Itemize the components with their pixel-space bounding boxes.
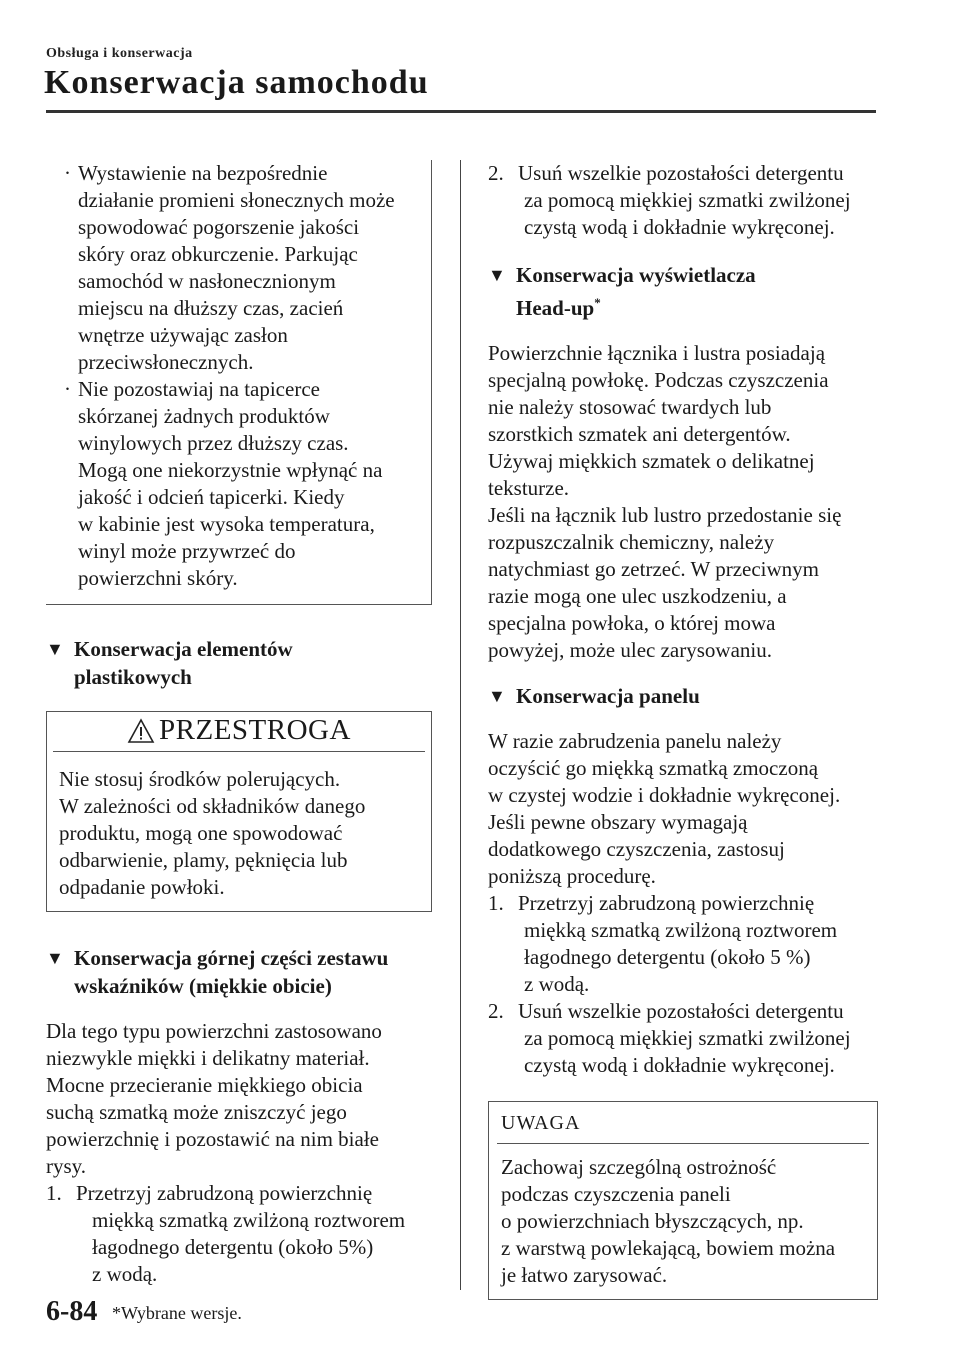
text-line: suchą szmatką może zniszczyć jego: [46, 1100, 347, 1124]
left-column: [46, 160, 432, 1288]
text-line: niezwykle miękki i delikatny materiał.: [46, 1046, 370, 1070]
bullet-item: [60, 376, 417, 592]
head-up-paragraph: [488, 340, 878, 664]
triangle-down-icon: ▼: [46, 948, 64, 968]
text-line: Usuń wszelkie pozostałości detergentu: [518, 999, 844, 1023]
optional-marker: *: [594, 295, 601, 310]
text-line: W zależności od składników danego: [59, 794, 366, 818]
text-line: spowodować pogorszenie jakości: [78, 215, 360, 239]
text-line: skórzanej żadnych produktów: [78, 404, 330, 428]
text-line: Przetrzyj zabrudzoną powierzchnię: [76, 1181, 373, 1205]
page-title: Konserwacja samochodu: [44, 64, 429, 101]
heading-line: wskaźników (miękkie obicie): [74, 974, 332, 998]
text-line: Jeśli na łącznik lub lustro przedostanie się: [488, 503, 842, 527]
text-line: za pomocą miękkiej szmatki zwilżonej: [524, 188, 851, 212]
text-line: odpadanie powłoki.: [59, 875, 225, 899]
text-line: z wodą.: [524, 972, 590, 996]
text-line: działanie promieni słonecznych może: [78, 188, 395, 212]
section-label: Obsługa i konserwacja: [46, 46, 193, 61]
text-line: podczas czyszczenia paneli: [501, 1182, 731, 1206]
text-line: powyżej, może ulec zarysowaniu.: [488, 638, 772, 662]
heading-line: Konserwacja elementów: [74, 637, 293, 661]
heading-soft-trim: [46, 944, 432, 1000]
text-line: nie należy stosować twardych lub: [488, 395, 772, 419]
text-line: Mogą one niekorzystnie wpłynąć na: [78, 458, 383, 482]
list-number: 2.: [488, 999, 504, 1023]
text-line: Powierzchnie łącznika i lustra posiadają: [488, 341, 826, 365]
text-line: miękką szmatką zwilżoną roztworem: [524, 918, 838, 942]
note-box: [488, 1101, 878, 1300]
triangle-down-icon: ▼: [46, 639, 64, 659]
heading-text: Head-up: [516, 296, 595, 320]
text-line: w czystej wodzie i dokładnie wykręconej.: [488, 783, 841, 807]
text-line: winyl może przywrzeć do: [78, 539, 296, 563]
text-line: czystą wodą i dokładnie wykręconej.: [524, 1053, 835, 1077]
text-line: odbarwienie, plamy, pęknięcia lub: [59, 848, 348, 872]
text-line: specjalną powłokę. Podczas czyszczenia: [488, 368, 829, 392]
triangle-down-icon: ▼: [488, 686, 506, 706]
text-line: Przetrzyj zabrudzoną powierzchnię: [518, 891, 815, 915]
heading-line: Konserwacja wyświetlacza: [516, 263, 756, 287]
text-line: oczyścić go miękką szmatką zmoczoną: [488, 756, 819, 780]
panel-paragraph: [488, 728, 878, 890]
text-line: Dla tego typu powierzchni zastosowano: [46, 1019, 382, 1043]
caution-body: [47, 752, 431, 911]
list-number: 1.: [46, 1181, 62, 1205]
text-line: poniższą procedurę.: [488, 864, 656, 888]
text-line: teksturze.: [488, 476, 570, 500]
list-item: [488, 160, 878, 241]
text-line: przeciwsłonecznych.: [78, 350, 254, 374]
warning-icon: [127, 718, 155, 744]
heading-line: plastikowych: [74, 665, 192, 689]
list-number: 2.: [488, 161, 504, 185]
column-divider: [460, 160, 461, 1290]
text-line: rozpuszczalnik chemiczny, należy: [488, 530, 775, 554]
heading-line: [516, 289, 878, 322]
text-line: samochód w nasłonecznionym: [78, 269, 336, 293]
heading-line: Konserwacja panelu: [516, 684, 700, 708]
heading-plastic: [46, 635, 432, 691]
text-line: Mocne przecieranie miękkiego obicia: [46, 1073, 363, 1097]
text-line: łagodnego detergentu (około 5%): [92, 1235, 374, 1259]
text-line: powierzchni skóry.: [78, 566, 238, 590]
text-line: dodatkowego czyszczenia, zastosuj: [488, 837, 785, 861]
caution-box: [46, 711, 432, 912]
text-line: w kabinie jest wysoka temperatura,: [78, 512, 375, 536]
text-line: Zachowaj szczególną ostrożność: [501, 1155, 777, 1179]
text-line: jakość i odcień tapicerki. Kiedy: [78, 485, 345, 509]
text-line: W razie zabrudzenia panelu należy: [488, 729, 782, 753]
list-item: [488, 890, 878, 998]
caution-title-text: PRZESTROGA: [159, 714, 351, 746]
text-line: skóry oraz obkurczenie. Parkując: [78, 242, 358, 266]
text-line: miękką szmatką zwilżoną roztworem: [92, 1208, 406, 1232]
note-title: UWAGA: [497, 1102, 869, 1144]
text-line: Używaj miękkich szmatek o delikatnej: [488, 449, 815, 473]
caution-title: [53, 712, 425, 752]
text-line: Jeśli pewne obszary wymagają: [488, 810, 748, 834]
bullet-dot-icon: ·: [64, 161, 71, 185]
text-line: winylowych przez dłuższy czas.: [78, 431, 349, 455]
text-line: natychmiast go zetrzeć. W przeciwnym: [488, 557, 820, 581]
footnote: *Wybrane wersje.: [112, 1303, 242, 1323]
heading-head-up: [488, 261, 878, 322]
bullet-item: [60, 160, 417, 376]
heading-panel: [488, 682, 878, 710]
heading-line: Konserwacja górnej części zestawu: [74, 946, 389, 970]
text-line: Nie stosuj środków polerujących.: [59, 767, 341, 791]
soft-trim-paragraph: [46, 1018, 432, 1180]
text-line: specjalna powłoka, o której mowa: [488, 611, 776, 635]
text-line: szorstkich szmatek ani detergentów.: [488, 422, 791, 446]
list-item: [46, 1180, 432, 1288]
bullet-dot-icon: ·: [64, 377, 71, 401]
text-line: produktu, mogą one spowodować: [59, 821, 343, 845]
page-number: 6-84: [46, 1296, 98, 1327]
text-line: czystą wodą i dokładnie wykręconej.: [524, 215, 835, 239]
text-line: powierzchnię i pozostawić na nim białe: [46, 1127, 379, 1151]
text-line: Usuń wszelkie pozostałości detergentu: [518, 161, 844, 185]
text-line: je łatwo zarysować.: [501, 1263, 668, 1287]
right-column: [488, 160, 878, 1300]
text-line: rysy.: [46, 1154, 87, 1178]
text-line: za pomocą miękkiej szmatki zwilżonej: [524, 1026, 851, 1050]
list-item: [488, 998, 878, 1079]
text-line: Wystawienie na bezpośrednie: [78, 161, 328, 185]
text-line: z warstwą powlekającą, bowiem można: [501, 1236, 836, 1260]
text-line: z wodą.: [92, 1262, 158, 1286]
text-line: wnętrze używając zasłon: [78, 323, 288, 347]
triangle-down-icon: ▼: [488, 265, 506, 285]
text-line: o powierzchniach błyszczących, np.: [501, 1209, 804, 1233]
text-line: łagodnego detergentu (około 5 %): [524, 945, 811, 969]
text-line: Nie pozostawiaj na tapicerce: [78, 377, 320, 401]
text-line: razie mogą one ulec uszkodzeniu, a: [488, 584, 787, 608]
list-number: 1.: [488, 891, 504, 915]
leather-bullet-box: [46, 160, 432, 605]
header-rule: [46, 110, 876, 113]
note-body: [489, 1144, 877, 1299]
text-line: miejscu na dłuższy czas, zacień: [78, 296, 344, 320]
